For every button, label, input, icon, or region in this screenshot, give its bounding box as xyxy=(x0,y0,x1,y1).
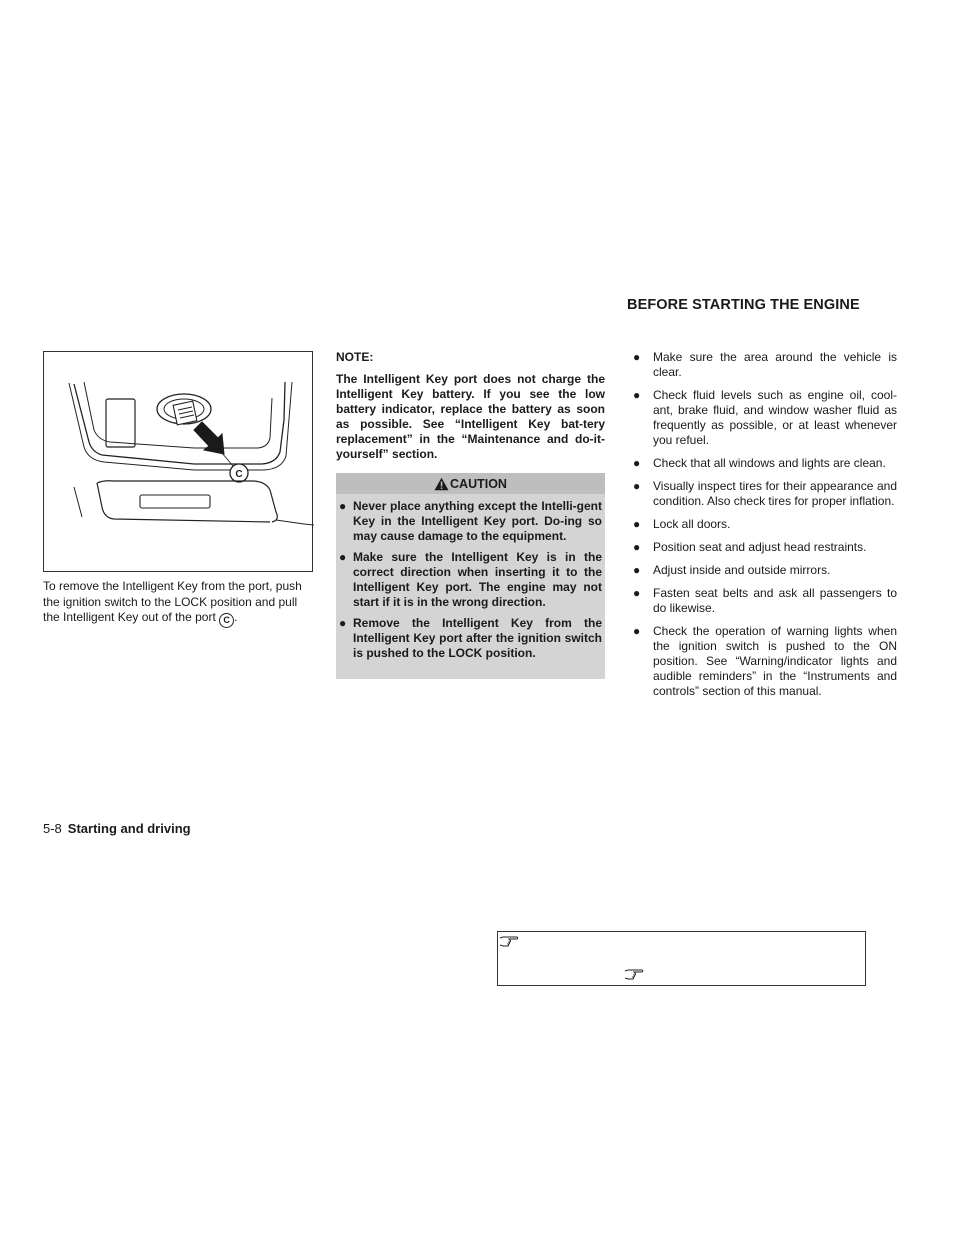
pointing-hand-icon xyxy=(624,967,644,981)
caution-item-text: Make sure the Intelligent Key is in the correct direction when inserting it to the Intelligent Key port. The engine may not start if it is in the wrong direction. xyxy=(353,550,602,609)
caution-item xyxy=(336,550,605,610)
caption-text: To remove the Intelligent Key from the port, push the ignition switch to the LOCK position and pull the Intelligent Key out of the port xyxy=(43,579,302,624)
page-footer xyxy=(43,821,191,836)
bullet: ● xyxy=(633,388,641,402)
list-item-text: Adjust inside and outside mirrors. xyxy=(653,563,831,577)
bullet: ● xyxy=(633,517,641,531)
list-item-text: Position seat and adjust head restraints. xyxy=(653,540,867,554)
list-item-text: Visually inspect tires for their appearance and condition. Also check tires for proper inflation. xyxy=(653,479,897,508)
page-number: 5-8 xyxy=(43,821,62,836)
caution-box xyxy=(336,473,605,679)
list-item-text: Fasten seat belts and ask all passengers to do likewise. xyxy=(653,586,897,615)
list-item-text: Make sure the area around the vehicle is clear. xyxy=(653,350,897,379)
key-port-drawing xyxy=(44,352,314,573)
caution-list xyxy=(336,499,605,667)
bullet: ● xyxy=(633,586,641,600)
pointing-hand-icon xyxy=(499,934,519,948)
list-item-text: Check that all windows and lights are clean. xyxy=(653,456,886,470)
ignition-port-illustration xyxy=(43,351,313,572)
list-item xyxy=(627,517,897,532)
list-item xyxy=(627,540,897,555)
list-item xyxy=(627,479,897,509)
note-title: NOTE: xyxy=(336,350,374,364)
warning-triangle-icon xyxy=(434,477,449,491)
callout-c-symbol: C xyxy=(219,613,234,628)
reference-box xyxy=(497,931,866,986)
bullet: ● xyxy=(339,499,347,513)
list-item xyxy=(627,388,897,448)
bullet: ● xyxy=(633,479,641,493)
caution-header xyxy=(336,473,605,494)
list-item xyxy=(627,624,897,699)
list-item xyxy=(627,456,897,471)
bullet: ● xyxy=(339,616,347,630)
list-item xyxy=(627,563,897,578)
figure-caption xyxy=(43,579,315,628)
section-heading: BEFORE STARTING THE ENGINE xyxy=(627,297,860,313)
before-start-checklist xyxy=(627,350,897,707)
caution-item-text: Remove the Intelligent Key from the Intelligent Key port after the ignition switch is pushed to the LOCK position. xyxy=(353,616,602,660)
list-item-text: Check fluid levels such as engine oil, cool-ant, brake fluid, and window washer fluid as frequently as possible, or at least whenever you refuel. xyxy=(653,388,897,447)
note-body: The Intelligent Key port does not charge the Intelligent Key battery. If you see the low battery indicator, replace the battery as soon as possible. See “Intelligent Key bat-tery replacement” in the “Maintenance and do-it-yourself” section. xyxy=(336,372,605,461)
bullet: ● xyxy=(633,456,641,470)
caution-item xyxy=(336,616,605,661)
caution-item xyxy=(336,499,605,544)
bullet: ● xyxy=(633,350,641,364)
list-item-text: Check the operation of warning lights when the ignition switch is pushed to the ON position. See “Warning/indicator lights and audible reminders” in the “Instruments and controls” section of this manual. xyxy=(653,624,897,698)
chapter-title: Starting and driving xyxy=(67,821,191,836)
bullet: ● xyxy=(339,550,347,564)
caption-end: . xyxy=(234,610,238,624)
bullet: ● xyxy=(633,563,641,577)
bullet: ● xyxy=(633,540,641,554)
bullet: ● xyxy=(633,624,641,638)
callout-label: C xyxy=(235,469,243,480)
caution-item-text: Never place anything except the Intelli-gent Key in the Intelligent Key port. Do-ing so may cause damage to the equipment. xyxy=(353,499,602,543)
list-item xyxy=(627,350,897,380)
list-item xyxy=(627,586,897,616)
list-item-text: Lock all doors. xyxy=(653,517,731,531)
caution-title: CAUTION xyxy=(450,477,507,491)
